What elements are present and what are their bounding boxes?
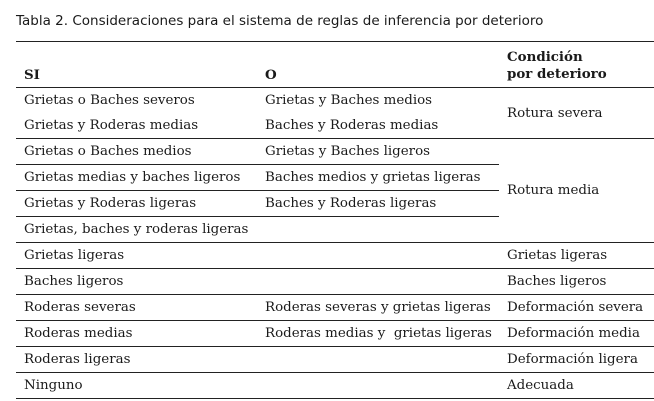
cell-o — [257, 243, 499, 269]
header-condicion-line2: por deterioro — [507, 66, 607, 82]
table-header-row — [16, 42, 654, 88]
cell-si: Grietas y Roderas medias — [16, 113, 257, 139]
cell-o: Baches y Roderas medias — [257, 113, 499, 139]
header-condicion-line1: Condición — [507, 49, 583, 65]
cell-si: Grietas ligeras — [16, 243, 257, 269]
cell-si: Baches ligeros — [16, 269, 257, 295]
cell-condicion-rotura-media: Rotura media — [499, 139, 654, 243]
header-o: O — [257, 42, 499, 88]
cell-si: Grietas o Baches medios — [16, 139, 257, 165]
cell-si: Roderas ligeras — [16, 347, 257, 373]
cell-condicion: Deformación severa — [499, 295, 654, 321]
cell-o — [257, 347, 499, 373]
cell-o: Roderas severas y grietas ligeras — [257, 295, 499, 321]
table-row — [16, 373, 654, 399]
cell-o — [257, 269, 499, 295]
inference-rules-table — [16, 41, 654, 399]
cell-condicion: Baches ligeros — [499, 269, 654, 295]
header-condicion — [499, 42, 654, 88]
table-caption: Tabla 2. Consideraciones para el sistema de reglas de inferencia por deterioro — [16, 13, 544, 29]
table-row — [16, 139, 654, 165]
table-row — [16, 347, 654, 373]
cell-condicion: Deformación media — [499, 321, 654, 347]
cell-si: Grietas, baches y roderas ligeras — [16, 217, 257, 243]
table-row — [16, 321, 654, 347]
cell-condicion: Adecuada — [499, 373, 654, 399]
cell-condicion-rotura-severa: Rotura severa — [499, 88, 654, 139]
cell-o — [257, 217, 499, 243]
cell-o: Grietas y Baches medios — [265, 93, 433, 108]
cell-si: Grietas medias y baches ligeros — [16, 165, 257, 191]
cell-si: Ninguno — [16, 373, 257, 399]
cell-o: Baches y Roderas ligeras — [257, 191, 499, 217]
cell-si: Grietas y Roderas ligeras — [16, 191, 257, 217]
table-row — [16, 269, 654, 295]
cell-o — [257, 373, 499, 399]
cell-si: Roderas medias — [16, 321, 257, 347]
cell-condicion: Deformación ligera — [499, 347, 654, 373]
header-si: SI — [16, 42, 257, 88]
cell-si: Grietas o Baches severos — [24, 93, 195, 108]
table-row — [16, 88, 654, 114]
cell-si: Roderas severas — [16, 295, 257, 321]
cell-o: Baches medios y grietas ligeras — [257, 165, 499, 191]
table-row — [16, 295, 654, 321]
cell-o: Grietas y Baches ligeros — [257, 139, 499, 165]
cell-o: Roderas medias y grietas ligeras — [257, 321, 499, 347]
table-row — [16, 243, 654, 269]
cell-condicion: Grietas ligeras — [499, 243, 654, 269]
